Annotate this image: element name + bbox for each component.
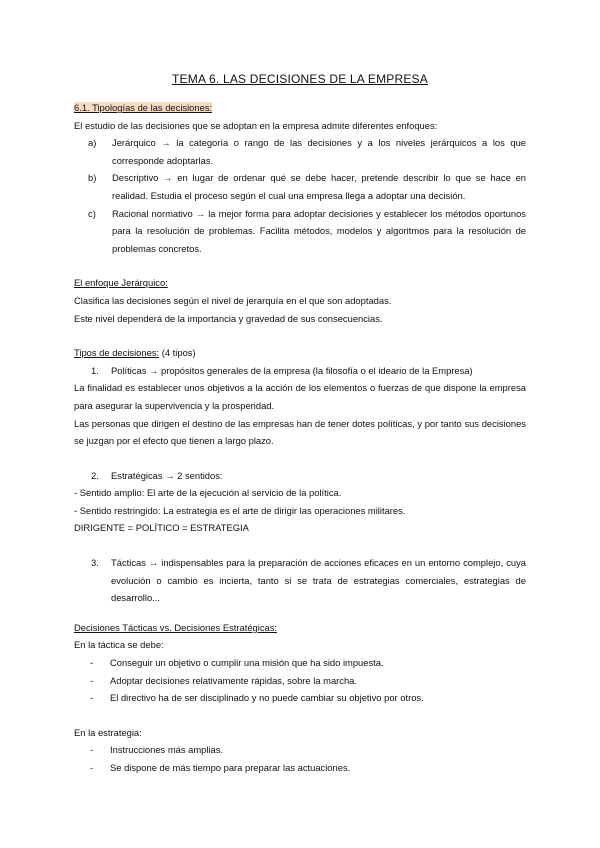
list-item [74,654,526,672]
dash-marker: - [90,744,94,756]
list-item-text: El directivo ha de ser disciplinado y no puede cambiar su objetivo por otros. [110,692,424,704]
list-item [74,362,526,380]
politicas-paragraph-2: Las personas que dirigen el destino de las empresas han de tener dotes políticas, y por tanto sus decisiones se juzgan por el efecto que tienen a largo plazo. [74,417,526,447]
list-item [74,467,526,485]
list-item-text: Se dispone de más tiempo para preparar las actuaciones. [110,762,351,773]
list-item [74,134,526,169]
spacer [74,450,526,467]
list-item [74,205,526,258]
tipos-list-politicas [74,362,526,380]
enfoque-line-2: Este nivel dependerá de la importancia y gravedad de sus consecuencias. [74,312,383,324]
enfoque-line-1: Clasifica las decisiones según el nivel de jerarquía en el que son adoptadas. [74,294,392,306]
list-item [74,759,526,777]
list-item-text: Conseguir un objetivo o cumplir una misión que ha sido impuesta. [110,657,384,669]
list-marker: 3. [91,557,99,569]
list-item-text: Estratégicas → 2 sentidos: [111,469,223,481]
list-marker: 2. [91,469,99,481]
list-item-text: Adoptar decisiones relativamente rápidas, sobre la marcha. [110,674,358,686]
document-title: TEMA 6. LAS DECISIONES DE LA EMPRESA [172,72,428,86]
enfoques-list [74,134,526,257]
politicas-paragraph-1: La finalidad es establecer unos objetivos a la acción de los elementos o fuerzas de que dispone la empresa para asegurar la supervivencia y la prosperidad. [74,382,526,411]
estrategia-list [74,741,526,776]
spacer [74,707,526,724]
spacer [74,537,526,554]
section-heading-enfoque [74,274,526,292]
list-item [74,554,526,607]
section-heading-tipologias [74,99,526,117]
dash-marker: - [90,692,94,704]
tactica-intro: En la táctica se debe: [74,639,164,651]
dash-marker: - [90,674,94,686]
list-item [74,672,526,690]
tipologias-intro: El estudio de las decisiones que se adoptan en la empresa admite diferentes enfoques: [74,119,438,131]
tipos-list-estrategicas [74,467,526,485]
tact-vs-est-heading-text: Decisiones Tácticas vs. Decisiones Estratégicas: [74,621,278,633]
list-marker: c) [88,207,96,219]
section-heading-tipos [74,344,526,362]
estrategia-intro: En la estrategia: [74,726,142,738]
list-marker: 1. [91,364,99,376]
section-heading-tact-vs-est [74,619,526,637]
tactica-list [74,654,526,707]
list-item-text: Instrucciones más amplias. [110,744,224,756]
tipos-list-tacticas [74,554,526,607]
dash-marker: - [90,657,94,669]
list-item [74,689,526,707]
list-marker: a) [88,137,97,149]
tipos-count: (4 tipos) [161,347,196,359]
tipologias-heading-text: 6.1. Tipologías de las decisiones: [74,102,213,113]
spacer [74,257,526,274]
estrategicas-line-1: - Sentido amplio: El arte de la ejecución al servicio de la política. [74,487,342,499]
list-item-text: Tácticas → indispensables para la preparación de acciones eficaces en un entorno complejo, cuya evolución o cambio es incierta, tanto si se trata de estrategias comerciales, estrategias de desarrollo... [111,557,526,604]
spacer [74,327,526,344]
estrategicas-line-3: DIRIGENTE = POLÍTICO = ESTRATEGIA [74,522,249,534]
list-item-text: Racional normativo → la mejor forma para adoptar decisiones y establecer los métodos oportunos para la resolución de problemas. Facilita métodos, modelos y algoritmos para la resolución de problemas concretos. [112,207,526,254]
list-item-text: Jerárquico → la categoría o rango de las decisiones y a los niveles jerárquicos a los que corresponde adoptarlas. [112,137,526,166]
list-marker: b) [88,172,97,184]
spacer [74,607,526,619]
list-item [74,169,526,204]
list-item-text: Descriptivo → en lugar de ordenar qué se debe hacer, pretende describir lo que se hace en realidad. Estudia el proceso según el cual una empresa llega a adoptar una decisión. [112,172,526,201]
tipos-heading-text: Tipos de decisiones: [74,347,160,359]
list-item-text: Políticas → propósitos generales de la empresa (la filosofía o el ideario de la Empresa) [111,364,473,376]
enfoque-heading-text: El enfoque Jerárquico: [74,277,168,289]
estrategicas-line-2: - Sentido restringido: La estrategia es el arte de dirigir las operaciones militares. [74,504,406,516]
dash-marker: - [90,762,94,773]
list-item [74,741,526,759]
